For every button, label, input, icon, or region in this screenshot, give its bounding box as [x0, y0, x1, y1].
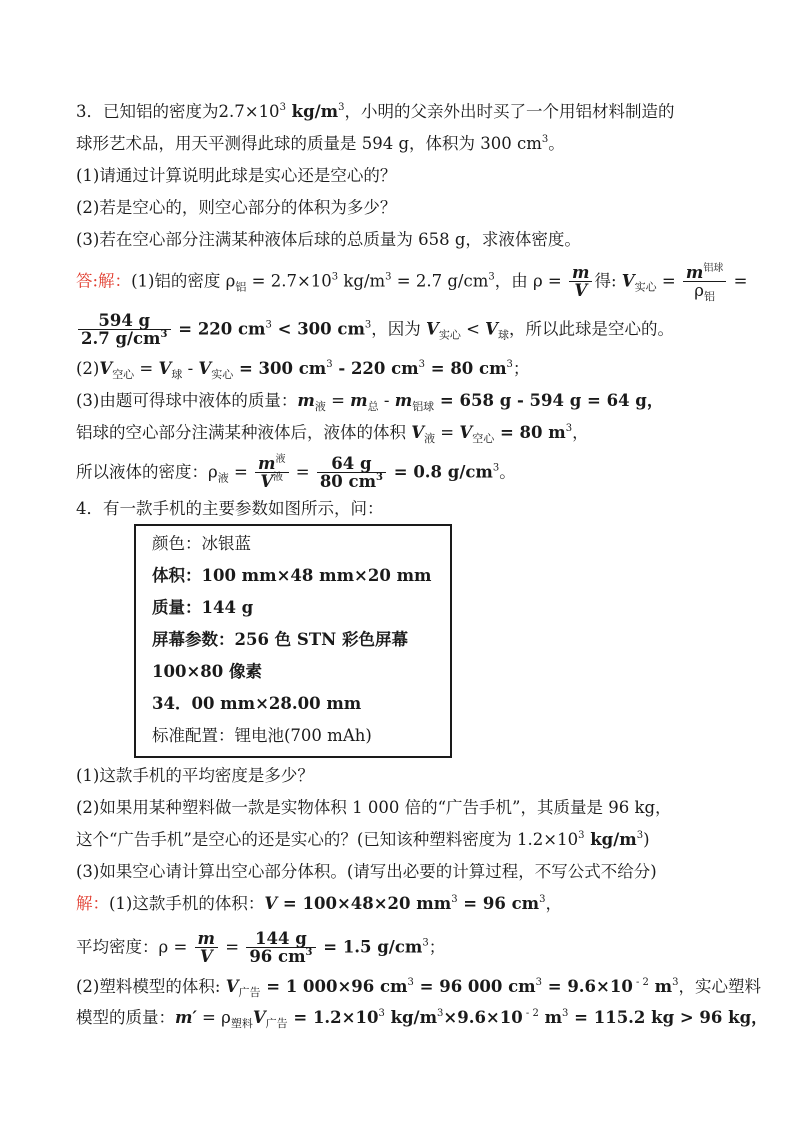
q3-part3: (3)若在空心部分注满某种液体后球的总质量为 658 g，求液体密度。: [76, 230, 581, 249]
spec-color: 颜色：冰银蓝: [152, 534, 251, 553]
q4-answer-line3: (2)塑料模型的体积: $V_{广告} = 1$ 000×96 $cm^3 = 96$ 000 $cm^3 = 9.6\times 10$ $^{- 2}$ $m^3$，实心塑料: [76, 977, 761, 999]
q3-answer-line6: 所以液体的密度：$\rho_液$ = $\frac{m^液}{V^液}$ = $\frac{64 g}{80 cm^3}$ = 0.8 $g/cm^3$。: [76, 454, 516, 492]
fraction-594-over-2.7: $\frac{594 g}{2.7 g/cm^3}$: [78, 312, 171, 348]
q4-answer-line2: 平均密度：ρ = $\frac{m}{V}$ = $\frac{144 g}{96 cm^3}$ = 1.5 $g/cm^3$；: [76, 929, 446, 967]
fraction-m-liquid-over-v-liquid: $\frac{m^液}{V^液}$: [255, 455, 288, 491]
q4-answer-line4: 模型的质量：$m' = \rho_{塑料}V_{广告} = 1.2\times 10^3$ $kg/m^3\times 9.6\times 10$ $^{- 2}$ $m^3 = 115.2$ kg > 96 kg，: [76, 1008, 768, 1030]
q4-part2: (2)如果用某种塑料做一款是实物体积 1 000 倍的“广告手机”，其质量是 96 kg，: [76, 798, 672, 817]
spec-battery: 标准配置：锂电池(700 mAh): [152, 726, 372, 745]
q3-answer-line1: 答:解：(1)铝的密度 $\rho_铝 = 2.7\times 10^3$ $kg/m^3 = 2.7$ $g/cm^3$，由 ρ = $\frac{m}{V}$ 得: $V_{实心}$ = $\frac{m^{铝球}}{\rho_铝}$ =: [76, 263, 748, 304]
answer-label: 解：: [76, 894, 109, 913]
q4-part3: (3)如果空心请计算出空心部分体积。(请写出必要的计算过程，不写公式不给分): [76, 862, 657, 881]
fraction-m-over-v: $\frac{m}{V}$: [569, 264, 592, 300]
answer-label: 答:解：: [76, 271, 132, 291]
fraction-64-over-80: $\frac{64 g}{80 cm^3}$: [317, 455, 386, 491]
spec-volume: 体积：100 mm×48 mm×20 mm: [152, 566, 432, 585]
q3-stem-line2: 球形艺术品，用天平测得此球的质量是 594 g，体积为 300 $cm^3$。: [76, 134, 565, 153]
q3-answer-line3: $(2)V_{空心} = V_球 - V_{实心} = 300$ $cm^3 - 220$ $cm^3 = 80$ $cm^3$；: [76, 359, 530, 381]
q4-part1: (1)这款手机的平均密度是多少？: [76, 766, 314, 785]
q3-part2: (2)若是空心的，则空心部分的体积为多少？: [76, 198, 397, 217]
spec-pixels: 100×80 像素: [152, 662, 262, 681]
q3-stem-line1: 3．已知铝的密度为$2.7\times 10^3$ $kg/m^3$，小明的父亲外出时买了一个用铝材料制造的: [76, 102, 675, 121]
fraction-144-over-96: $\frac{144 g}{96 cm^3}$: [246, 930, 315, 966]
spec-size: 34．00 mm×28.00 mm: [152, 694, 362, 713]
fraction-m-over-v-2: $\frac{m}{V}$: [195, 930, 218, 966]
fraction-m-over-rho: $\frac{m^{铝球}}{\rho_铝}$: [683, 264, 726, 300]
q3-part1: (1)请通过计算说明此球是实心还是空心的？: [76, 166, 397, 185]
spec-mass: 质量：144 g: [152, 598, 254, 617]
q3-answer-line5: 铝球的空心部分注满某种液体后，液体的体积 $V_液 = V_{空心} = 80$ $m^3$，: [76, 423, 589, 445]
q4-answer-line1: 解：(1)这款手机的体积：V = 100×48×20 $mm^3 = 96$ $cm^3$，: [76, 894, 562, 913]
q4-part2-cont: 这个“广告手机”是空心的还是实心的？(已知该种塑料密度为 $1.2\times 10^3$ $kg/m^3$): [76, 830, 650, 849]
spec-screen: 屏幕参数：256 色 STN 彩色屏幕: [152, 630, 408, 649]
q4-stem: 4．有一款手机的主要参数如图所示，问：: [76, 499, 384, 518]
q3-answer-line4: (3)由题可得球中液体的质量：$m_液 = m_总 - m_{铝球} = 658$ g - 594 g = 64 g，: [76, 391, 664, 413]
q3-answer-line2: $\frac{594 g}{2.7 g/cm^3}$ = 220 $cm^3 < 300$ $cm^3$，因为 $V_{实心} < V_球$，所以此球是空心的。: [76, 312, 674, 336]
